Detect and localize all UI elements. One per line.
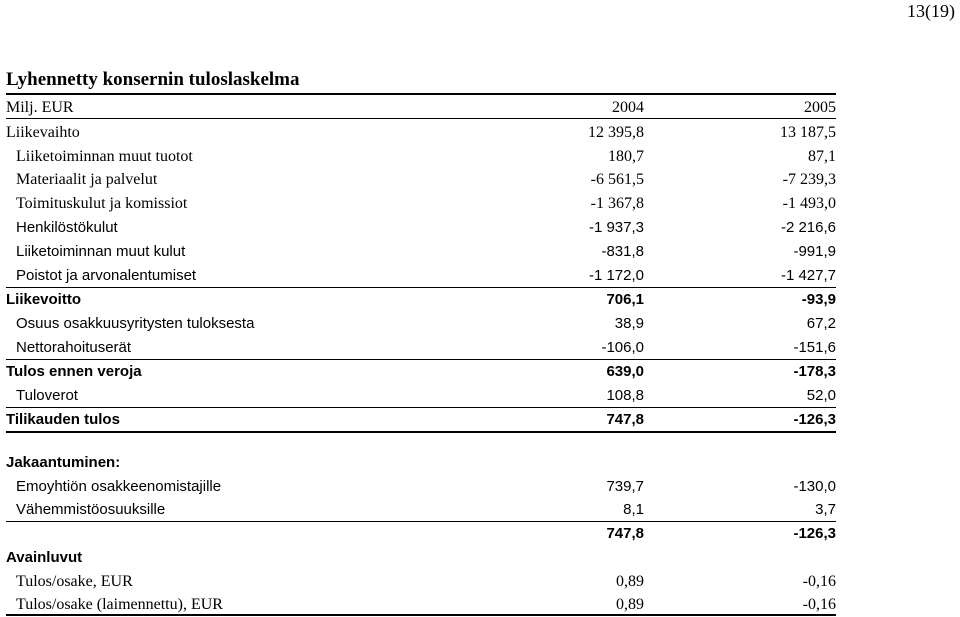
value-2005: -126,3 [793, 411, 836, 428]
table-row [6, 192, 836, 215]
distribution-heading [6, 451, 836, 474]
value-2004: 639,0 [606, 363, 644, 380]
bottom-rule [6, 614, 836, 616]
row-label: Nettorahoituserät [16, 339, 132, 356]
row-label: Tulos ennen veroja [6, 363, 142, 380]
unit-label: Milj. EUR [6, 99, 74, 116]
row-label: Tulos/osake (laimennettu), EUR [16, 596, 223, 613]
distribution-total [6, 522, 836, 545]
value-2004: 180,7 [608, 148, 644, 165]
table-row [6, 570, 836, 593]
top-rule [6, 93, 836, 95]
table-row [6, 145, 836, 168]
row-net-profit [6, 408, 836, 431]
value-2005: -2 216,6 [780, 219, 836, 236]
value-2004: 0,89 [616, 573, 644, 590]
section-rule [6, 431, 836, 433]
section-heading: Jakaantuminen: [6, 454, 121, 471]
table-row [6, 264, 836, 287]
section-heading: Avainluvut [6, 549, 83, 566]
value-2005: -130,0 [793, 478, 836, 495]
value-2005: -93,9 [801, 291, 836, 308]
value-2004: 8,1 [623, 501, 644, 518]
table-row [6, 475, 836, 498]
value-2005: -1 493,0 [782, 195, 836, 212]
value-2004: -1 172,0 [588, 267, 644, 284]
header-row [6, 96, 836, 119]
value-2004: -1 937,3 [588, 219, 644, 236]
row-label: Tuloverot [16, 387, 78, 404]
row-profit-before-tax [6, 360, 836, 383]
row-label: Tulos/osake, EUR [16, 573, 133, 590]
header-rule [6, 118, 836, 119]
row-label: Henkilöstökulut [16, 219, 118, 236]
value-2004: 739,7 [606, 478, 644, 495]
value-2005: -1 427,7 [780, 267, 836, 284]
row-label: Vähemmistöosuuksille [16, 501, 166, 518]
value-2005: 13 187,5 [780, 124, 836, 141]
value-2005: -126,3 [793, 525, 836, 542]
table-row [6, 336, 836, 359]
value-2005: -0,16 [802, 573, 836, 590]
row-label: Liiketoiminnan muut tuotot [16, 148, 193, 165]
page-number: 13(19) [907, 1, 955, 21]
table-row [6, 498, 836, 521]
key-figures-heading [6, 546, 836, 569]
value-2005: 67,2 [806, 315, 836, 332]
statement-title: Lyhennetty konsernin tuloslaskelma [6, 69, 300, 90]
row-label: Liikevoitto [6, 291, 82, 308]
value-2005: 52,0 [806, 387, 836, 404]
value-2004: 747,8 [606, 411, 644, 428]
value-2005: -0,16 [802, 596, 836, 613]
row-label: Liiketoiminnan muut kulut [16, 243, 186, 260]
value-2004: 747,8 [606, 525, 644, 542]
row-revenue [6, 121, 836, 144]
value-2005: -178,3 [793, 363, 836, 380]
value-2004: -831,8 [601, 243, 644, 260]
value-2004: -1 367,8 [590, 195, 644, 212]
value-2004: 12 395,8 [588, 124, 644, 141]
table-row [6, 384, 836, 407]
value-2005: -7 239,3 [782, 171, 836, 188]
table-row [6, 593, 836, 616]
value-2005: -151,6 [793, 339, 836, 356]
value-2005: 87,1 [808, 148, 836, 165]
value-2004: 108,8 [606, 387, 644, 404]
value-2004: 38,9 [614, 315, 644, 332]
year-2004: 2004 [612, 99, 644, 116]
row-label: Liikevaihto [6, 124, 80, 141]
table-row [6, 216, 836, 239]
table-row [6, 240, 836, 263]
row-label: Osuus osakkuusyritysten tuloksesta [16, 315, 255, 332]
table-row [6, 312, 836, 335]
year-2005: 2005 [804, 99, 836, 116]
row-label: Emoyhtiön osakkeenomistajille [16, 478, 222, 495]
row-operating-profit [6, 288, 836, 311]
row-label: Tilikauden tulos [6, 411, 120, 428]
value-2004: 706,1 [606, 291, 644, 308]
value-2005: 3,7 [815, 501, 836, 518]
table-row [6, 168, 836, 191]
value-2005: -991,9 [793, 243, 836, 260]
value-2004: 0,89 [616, 596, 644, 613]
row-label: Poistot ja arvonalentumiset [16, 267, 197, 284]
value-2004: -106,0 [601, 339, 644, 356]
value-2004: -6 561,5 [590, 171, 644, 188]
row-label: Toimituskulut ja komissiot [16, 195, 188, 212]
row-label: Materiaalit ja palvelut [16, 171, 158, 188]
